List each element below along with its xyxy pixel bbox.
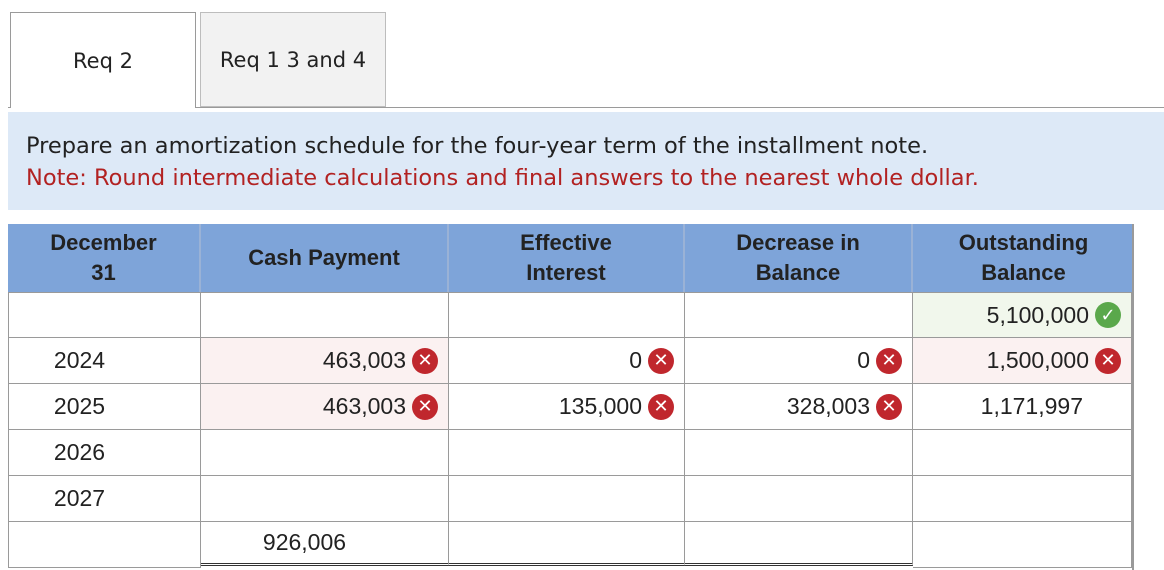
instruction-note: Note: Round intermediate calculations and final answers to the nearest whole dollar. [26,165,979,191]
table-row [8,292,1134,338]
totals-row [8,522,1134,570]
decrease-cell [685,292,913,338]
tab-req-1-3-4[interactable] [200,12,386,107]
wrong-icon: ✕ [876,348,902,374]
table-row [8,338,1134,384]
header-decrease-balance-text: Decrease in Balance [736,230,860,285]
year-cell [8,430,201,476]
header-effective-interest-text: Effective Interest [520,230,612,285]
year-cell [8,384,201,430]
wrong-icon: ✕ [648,348,674,374]
header-effective-interest [449,224,685,292]
cash-payment-input[interactable] [201,338,449,384]
decrease-balance-input[interactable] [685,338,913,384]
table-row [8,476,1134,522]
table-row [8,384,1134,430]
check-icon: ✓ [1095,302,1121,328]
header-december [8,224,201,292]
outstanding-balance-cell [913,384,1132,430]
balance-value: 5,100,000 [986,301,1089,328]
decrease-value: 0 [857,347,870,373]
tab-req-1-3-4-label: Req 1 3 and 4 [219,47,367,72]
effective-interest-input[interactable] [449,476,685,522]
header-december-text: December 31 [50,230,157,285]
total-effective-interest[interactable] [449,522,685,566]
total-cash-value: 926,006 [262,529,347,555]
tab-req-2[interactable] [10,12,196,108]
wrong-icon: ✕ [412,348,438,374]
interest-cell [449,292,685,338]
effective-interest-input[interactable] [449,430,685,476]
year-label: 2026 [53,439,106,465]
effective-interest-input[interactable] [449,338,685,384]
cash-cell [201,292,449,338]
instructions-panel [8,112,1164,210]
header-cash-payment-text: Cash Payment [248,245,400,270]
year-cell [8,292,201,338]
year-label: 2027 [53,485,106,511]
header-cash-payment [201,224,449,292]
cash-value: 463,003 [322,393,406,419]
total-decrease-balance[interactable] [685,522,913,566]
cash-payment-input[interactable] [201,384,449,430]
balance-value: 1,171,997 [980,393,1083,419]
table-right-border [1132,224,1134,570]
header-decrease-balance [685,224,913,292]
cash-payment-input[interactable] [201,430,449,476]
cash-value: 463,003 [322,347,406,373]
decrease-balance-input[interactable] [685,476,913,522]
wrong-icon: ✕ [876,394,902,420]
outstanding-balance-input[interactable] [913,430,1132,476]
decrease-balance-input[interactable] [685,384,913,430]
totals-label-cell [8,522,201,568]
total-cash-payment[interactable] [201,522,449,566]
outstanding-balance-input[interactable] [913,338,1132,384]
effective-interest-input[interactable] [449,384,685,430]
year-label: 2025 [53,393,106,419]
wrong-icon: ✕ [412,394,438,420]
balance-value: 1,500,000 [986,347,1089,373]
year-cell [8,476,201,522]
year-cell [8,338,201,384]
interest-value: 135,000 [558,393,642,419]
totals-balance-cell [913,522,1132,568]
decrease-balance-input[interactable] [685,430,913,476]
cash-payment-input[interactable] [201,476,449,522]
year-label: 2024 [53,347,106,373]
header-outstanding-balance [913,224,1134,292]
tab-req-2-label: Req 2 [73,48,133,73]
decrease-value: 328,003 [786,393,870,419]
header-outstanding-balance-text: Outstanding Balance [958,230,1089,285]
interest-value: 0 [629,347,642,373]
instruction-text: Prepare an amortization schedule for the four-year term of the installment note. [26,133,929,159]
wrong-icon: ✕ [648,394,674,420]
table-row [8,430,1134,476]
wrong-icon: ✕ [1095,348,1121,374]
balance-input[interactable] [913,292,1132,338]
outstanding-balance-input[interactable] [913,476,1132,522]
